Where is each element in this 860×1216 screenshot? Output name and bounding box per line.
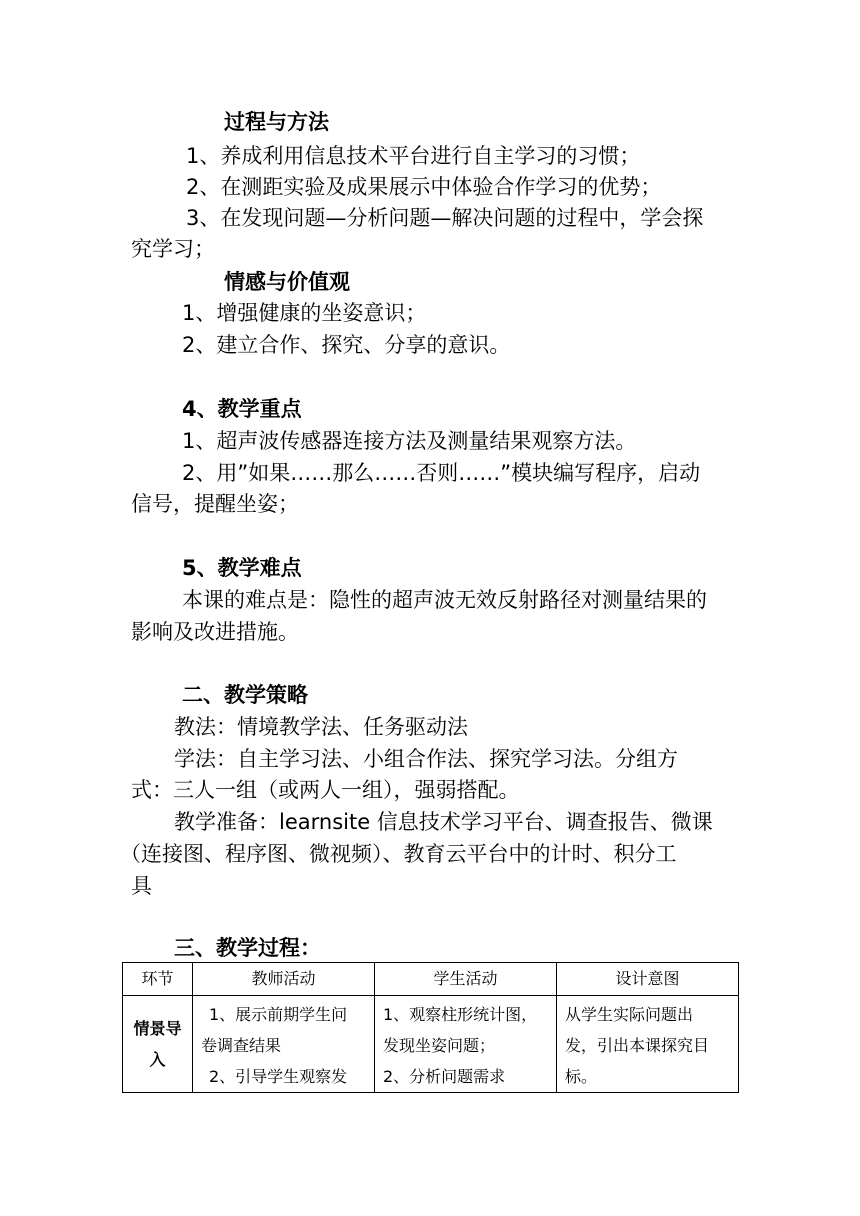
emotion-item: 2、建立合作、探究、分享的意识。 [182, 333, 511, 357]
strategy-line: （连接图、程序图、微视频）、教育云平台中的计时、积分工 [120, 842, 677, 866]
strategy-line: 学法：自主学习法、小组合作法、探究学习法。分组方 [174, 747, 678, 771]
process-item: 3、在发现问题—分析问题—解决问题的过程中，学会探 [186, 206, 704, 230]
key-points-heading: 4、教学重点 [182, 397, 302, 421]
teaching-process-table [122, 962, 739, 1093]
cell-line: 发，引出本课探究目 [565, 1036, 710, 1055]
stage-cell: 情景导入 [123, 996, 193, 1093]
key-point-item: 1、超声波传感器连接方法及测量结果观察方法。 [182, 429, 637, 453]
process-item-continuation: 究学习； [131, 237, 215, 261]
difficulty-text: 影响及改进措施。 [131, 620, 299, 644]
strategy-heading: 二、教学策略 [182, 683, 308, 707]
strategy-line: 教法：情境教学法、任务驱动法 [174, 715, 468, 739]
cell-line: 发现坐姿问题； [383, 1036, 496, 1055]
column-header: 学生活动 [375, 963, 557, 996]
process-heading: 过程与方法 [224, 110, 329, 134]
emotion-item: 1、增强健康的坐姿意识； [182, 301, 427, 325]
cell-line: 标。 [565, 1067, 598, 1086]
cell-line: 1、观察柱形统计图， [383, 1005, 538, 1024]
student-activity-cell [375, 996, 557, 1093]
key-point-item: 2、用”如果……那么……否则……”模块编写程序，启动 [182, 461, 701, 485]
design-intent-cell [557, 996, 739, 1093]
table-header-row [123, 963, 739, 996]
cell-line: 1、展示前期学生问 [209, 1005, 348, 1024]
strategy-line: 式：三人一组（或两人一组），强弱搭配。 [131, 778, 520, 802]
column-header: 教师活动 [193, 963, 375, 996]
emotion-heading: 情感与价值观 [224, 270, 350, 294]
strategy-line: 教学准备：learnsite 信息技术学习平台、调查报告、微课 [174, 810, 713, 834]
cell-line: 卷调查结果 [201, 1036, 282, 1055]
difficulty-text: 本课的难点是：隐性的超声波无效反射路径对测量结果的 [182, 588, 707, 612]
difficulty-heading: 5、教学难点 [182, 556, 302, 580]
cell-line: 从学生实际问题出 [565, 1005, 694, 1024]
column-header: 环节 [123, 963, 193, 996]
table-row [123, 996, 739, 1093]
teacher-activity-cell [193, 996, 375, 1093]
process-item: 1、养成利用信息技术平台进行自主学习的习惯； [186, 144, 641, 168]
column-header: 设计意图 [557, 963, 739, 996]
cell-line: 2、引导学生观察发 [209, 1067, 348, 1086]
key-point-continuation: 信号，提醒坐姿； [131, 492, 299, 516]
strategy-line: 具 [131, 874, 152, 898]
process-item: 2、在测距实验及成果展示中体验合作学习的优势； [186, 175, 662, 199]
cell-line: 2、分析问题需求 [383, 1067, 506, 1086]
process-table-heading: 三、教学过程： [174, 936, 321, 960]
